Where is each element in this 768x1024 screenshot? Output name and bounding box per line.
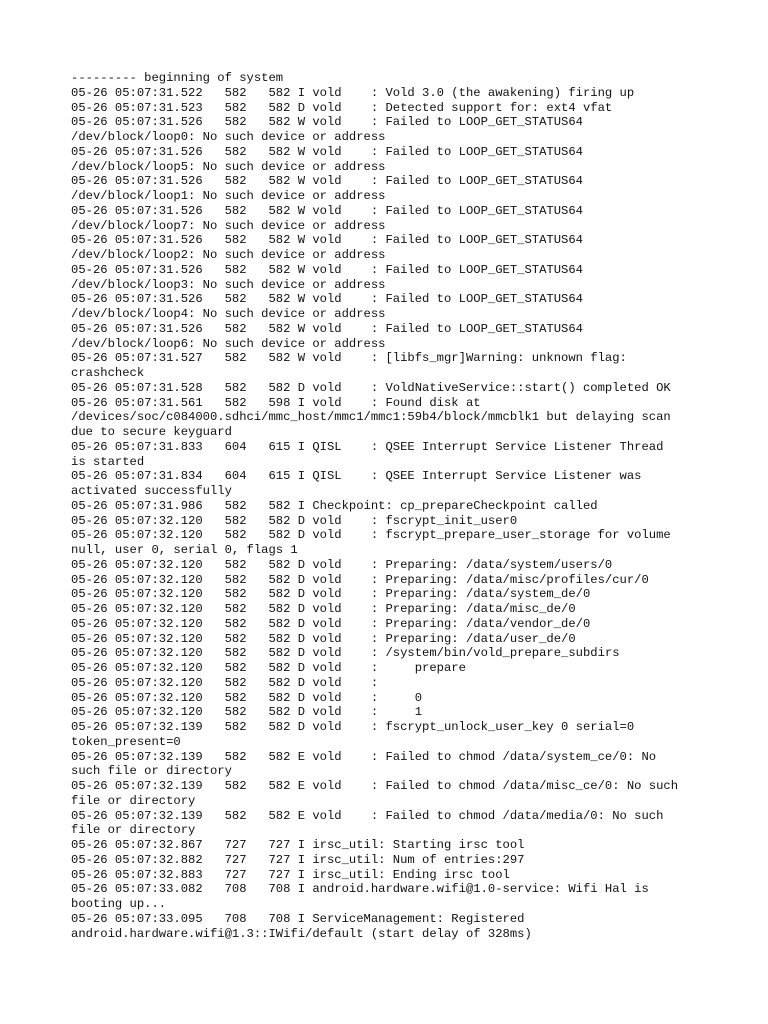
- log-line: 05-26 05:07:32.882 727 727 I irsc_util: Num of entries:297: [71, 852, 525, 867]
- log-line: 05-26 05:07:31.526 582 582 W vold : Failed to LOOP_GET_STATUS64: [71, 144, 583, 159]
- log-line: 05-26 05:07:32.120 582 582 D vold : prepare: [71, 661, 466, 675]
- log-line: 05-26 05:07:32.139 582 582 D vold : fscrypt_unlock_user_key 0 serial=0: [71, 720, 635, 734]
- log-line: --------- beginning of system: [71, 71, 284, 85]
- log-line: 05-26 05:07:31.522 582 582 I vold : Vold 3.0 (the awakening) firing up: [71, 85, 635, 100]
- log-line: 05-26 05:07:31.523 582 582 D vold : Detected support for: ext4 vfat: [71, 100, 613, 115]
- log-line: 05-26 05:07:32.120 582 582 D vold : Preparing: /data/vendor_de/0: [71, 616, 591, 631]
- log-line: 05-26 05:07:31.526 582 582 W vold : Failed to LOOP_GET_STATUS64: [71, 174, 583, 189]
- log-line: /dev/block/loop0: No such device or address: [71, 130, 386, 144]
- log-line: 05-26 05:07:32.120 582 582 D vold : Preparing: /data/user_de/0: [71, 631, 576, 646]
- log-line: 05-26 05:07:31.561 582 598 I vold : Found disk at: [71, 395, 481, 410]
- log-line: 05-26 05:07:33.095 708 708 I ServiceManagement: Registered: [71, 911, 525, 926]
- log-line: /dev/block/loop5: No such device or address: [71, 159, 386, 174]
- log-line: 05-26 05:07:32.120 582 582 D vold : 0: [71, 690, 423, 705]
- log-line: 05-26 05:07:32.120 582 582 D vold : 1: [71, 705, 423, 720]
- log-line: 05-26 05:07:32.120 582 582 D vold : /system/bin/vold_prepare_subdirs: [71, 646, 620, 661]
- log-line: 05-26 05:07:32.867 727 727 I irsc_util: Starting irsc tool: [71, 838, 525, 852]
- log-line: android.hardware.wifi@1.3::IWifi/default (start delay of 328ms): [71, 926, 532, 941]
- log-line: 05-26 05:07:31.526 582 582 W vold : Failed to LOOP_GET_STATUS64: [71, 321, 583, 336]
- log-line: 05-26 05:07:31.834 604 615 I QISL : QSEE Interrupt Service Listener was: [71, 469, 642, 484]
- log-line: 05-26 05:07:32.139 582 582 E vold : Failed to chmod /data/system_ce/0: No: [71, 749, 657, 764]
- log-line: /dev/block/loop2: No such device or address: [71, 248, 386, 262]
- log-line: 05-26 05:07:32.120 582 582 D vold : fscrypt_prepare_user_storage for volume: [71, 528, 671, 543]
- log-line: due to secure keyguard: [71, 425, 232, 439]
- log-line: 05-26 05:07:32.120 582 582 D vold : Preparing: /data/misc_de/0: [71, 602, 576, 616]
- log-line: 05-26 05:07:32.120 582 582 D vold : Preparing: /data/system/users/0: [71, 557, 613, 572]
- log-line: file or directory: [71, 823, 196, 838]
- log-line: token_present=0: [71, 734, 181, 749]
- log-line: 05-26 05:07:31.526 582 582 W vold : Failed to LOOP_GET_STATUS64: [71, 262, 583, 277]
- log-line: booting up...: [71, 897, 167, 911]
- log-line: 05-26 05:07:31.833 604 615 I QISL : QSEE Interrupt Service Listener Thread: [71, 439, 664, 454]
- log-document: [71, 71, 711, 941]
- log-line: 05-26 05:07:31.528 582 582 D vold : VoldNativeService::start() completed OK: [71, 380, 671, 395]
- log-line: file or directory: [71, 793, 196, 808]
- log-line: /dev/block/loop3: No such device or address: [71, 277, 386, 292]
- log-line: 05-26 05:07:31.526 582 582 W vold : Failed to LOOP_GET_STATUS64: [71, 292, 583, 307]
- log-line: /dev/block/loop1: No such device or address: [71, 189, 386, 203]
- log-line: 05-26 05:07:32.883 727 727 I irsc_util: Ending irsc tool: [71, 867, 510, 882]
- log-line: 05-26 05:07:33.082 708 708 I android.hardware.wifi@1.0-service: Wifi Hal is: [71, 882, 649, 897]
- log-line: 05-26 05:07:32.120 582 582 D vold : Preparing: /data/misc/profiles/cur/0: [71, 572, 649, 587]
- log-line: /dev/block/loop4: No such device or address: [71, 307, 386, 321]
- log-line: 05-26 05:07:31.986 582 582 I Checkpoint: cp_prepareCheckpoint called: [71, 498, 598, 513]
- log-line: null, user 0, serial 0, flags 1: [71, 543, 298, 557]
- log-line: /dev/block/loop6: No such device or address: [71, 336, 386, 351]
- log-line: /devices/soc/c084000.sdhci/mmc_host/mmc1/mmc1:59b4/block/mmcblk1 but delaying scan: [71, 410, 671, 425]
- log-line: 05-26 05:07:32.139 582 582 E vold : Failed to chmod /data/misc_ce/0: No such: [71, 779, 679, 793]
- log-line: /dev/block/loop7: No such device or address: [71, 218, 386, 233]
- log-line: 05-26 05:07:31.526 582 582 W vold : Failed to LOOP_GET_STATUS64: [71, 233, 583, 248]
- log-body: [71, 71, 711, 941]
- log-line: is started: [71, 454, 145, 469]
- log-line: activated successfully: [71, 484, 232, 498]
- log-line: 05-26 05:07:32.120 582 582 D vold :: [71, 675, 379, 690]
- log-line: 05-26 05:07:32.120 582 582 D vold : Preparing: /data/system_de/0: [71, 587, 591, 602]
- log-line: crashcheck: [71, 366, 145, 380]
- log-line: 05-26 05:07:31.526 582 582 W vold : Failed to LOOP_GET_STATUS64: [71, 115, 583, 130]
- log-line: 05-26 05:07:32.139 582 582 E vold : Failed to chmod /data/media/0: No such: [71, 808, 664, 823]
- log-line: 05-26 05:07:31.526 582 582 W vold : Failed to LOOP_GET_STATUS64: [71, 203, 583, 218]
- log-line: such file or directory: [71, 764, 232, 779]
- log-line: 05-26 05:07:32.120 582 582 D vold : fscrypt_init_user0: [71, 513, 518, 528]
- log-line: 05-26 05:07:31.527 582 582 W vold : [libfs_mgr]Warning: unknown flag:: [71, 351, 627, 366]
